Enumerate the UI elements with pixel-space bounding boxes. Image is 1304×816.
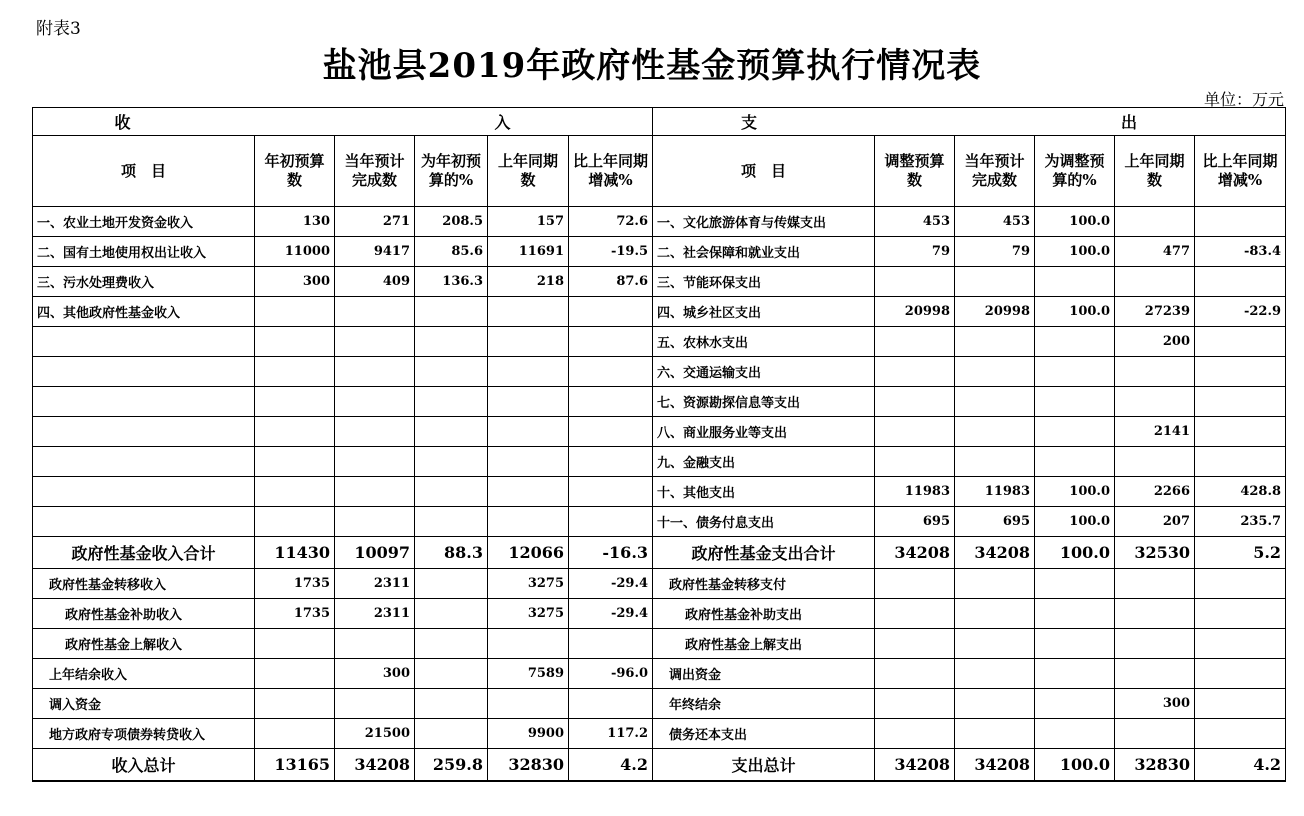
expense-value-cell: 100.0 [1035, 477, 1115, 507]
income-value-cell [488, 327, 569, 357]
income-value-cell [415, 357, 488, 387]
expense-value-cell [1035, 447, 1115, 477]
expense-value-cell: 34208 [875, 537, 955, 569]
income-value-cell: 11691 [488, 237, 569, 267]
expense-value-cell [1195, 267, 1286, 297]
expense-value-cell: 34208 [955, 749, 1035, 781]
expense-value-cell: -22.9 [1195, 297, 1286, 327]
income-value-cell [488, 507, 569, 537]
income-item-cell: 四、其他政府性基金收入 [33, 297, 255, 327]
income-value-cell: 4.2 [569, 749, 653, 781]
income-header-item: 项 目 [33, 136, 255, 207]
expense-value-cell: 100.0 [1035, 537, 1115, 569]
income-item-cell: 调入资金 [33, 689, 255, 719]
income-value-cell [335, 477, 415, 507]
income-value-cell: 12066 [488, 537, 569, 569]
expense-value-cell [1195, 689, 1286, 719]
income-item-cell: 一、农业土地开发资金收入 [33, 207, 255, 237]
expense-value-cell [1035, 327, 1115, 357]
page-title: 盐池县2019年政府性基金预算执行情况表 [322, 46, 982, 86]
income-value-cell [255, 689, 335, 719]
expense-item-cell: 十、其他支出 [653, 477, 875, 507]
table-row [33, 599, 1286, 629]
income-value-cell: 1735 [255, 569, 335, 599]
expense-value-cell [1035, 629, 1115, 659]
table-row [33, 507, 1286, 537]
income-value-cell: 11000 [255, 237, 335, 267]
expense-value-cell [875, 327, 955, 357]
income-header-initial-budget: 年初预算数 [255, 136, 335, 207]
expense-value-cell: 20998 [955, 297, 1035, 327]
income-value-cell: 117.2 [569, 719, 653, 749]
income-value-cell: -16.3 [569, 537, 653, 569]
expense-value-cell [1035, 357, 1115, 387]
table-row [33, 417, 1286, 447]
income-header-last-year: 上年同期数 [488, 136, 569, 207]
expense-value-cell [1195, 417, 1286, 447]
table-row [33, 659, 1286, 689]
expense-item-cell: 一、文化旅游体育与传媒支出 [653, 207, 875, 237]
income-value-cell [415, 689, 488, 719]
expense-value-cell [1195, 327, 1286, 357]
income-value-cell [335, 327, 415, 357]
expense-value-cell [1035, 387, 1115, 417]
income-value-cell [255, 629, 335, 659]
expense-item-cell: 十一、债务付息支出 [653, 507, 875, 537]
expense-value-cell [1115, 357, 1195, 387]
income-value-cell: 3275 [488, 599, 569, 629]
expense-value-cell [1035, 659, 1115, 689]
expense-value-cell: 100.0 [1035, 237, 1115, 267]
fund-budget-table [32, 107, 1286, 782]
section-header-row [33, 108, 1286, 136]
expense-value-cell [955, 719, 1035, 749]
income-value-cell: -96.0 [569, 659, 653, 689]
expense-value-cell: 428.8 [1195, 477, 1286, 507]
expense-item-cell: 二、社会保障和就业支出 [653, 237, 875, 267]
expense-value-cell [1115, 387, 1195, 417]
table-row [33, 297, 1286, 327]
income-value-cell: -29.4 [569, 599, 653, 629]
income-value-cell: 21500 [335, 719, 415, 749]
income-value-cell: 34208 [335, 749, 415, 781]
expense-value-cell: 695 [875, 507, 955, 537]
income-value-cell [255, 719, 335, 749]
expense-value-cell [1115, 207, 1195, 237]
expense-value-cell [955, 599, 1035, 629]
expense-value-cell [1035, 719, 1115, 749]
expense-section-header: 支 出 [653, 108, 1286, 136]
income-value-cell [335, 447, 415, 477]
income-value-cell [415, 387, 488, 417]
expense-value-cell [955, 689, 1035, 719]
expense-header-pct-budget: 为调整预算的% [1035, 136, 1115, 207]
income-value-cell: 130 [255, 207, 335, 237]
income-value-cell [415, 477, 488, 507]
income-value-cell: 300 [255, 267, 335, 297]
income-value-cell: 72.6 [569, 207, 653, 237]
income-value-cell [569, 689, 653, 719]
income-value-cell [255, 507, 335, 537]
income-item-cell [33, 507, 255, 537]
expense-header-last-year: 上年同期数 [1115, 136, 1195, 207]
income-value-cell [255, 387, 335, 417]
expense-value-cell: 200 [1115, 327, 1195, 357]
expense-item-cell: 三、节能环保支出 [653, 267, 875, 297]
income-value-cell: 13165 [255, 749, 335, 781]
unit-label: 单位：万元 [1203, 90, 1284, 109]
income-value-cell: 2311 [335, 599, 415, 629]
column-header-row [33, 136, 1286, 207]
expense-value-cell: 34208 [955, 537, 1035, 569]
income-value-cell [488, 477, 569, 507]
income-header-estimated: 当年预计完成数 [335, 136, 415, 207]
income-value-cell: 409 [335, 267, 415, 297]
expense-value-cell [875, 569, 955, 599]
income-value-cell: 9900 [488, 719, 569, 749]
income-value-cell [255, 477, 335, 507]
income-item-cell: 政府性基金收入合计 [33, 537, 255, 569]
expense-item-cell: 五、农林水支出 [653, 327, 875, 357]
income-value-cell [335, 689, 415, 719]
expense-value-cell: 2141 [1115, 417, 1195, 447]
expense-header-estimated: 当年预计完成数 [955, 136, 1035, 207]
income-value-cell [335, 357, 415, 387]
income-value-cell [488, 297, 569, 327]
table-row [33, 237, 1286, 267]
expense-value-cell [1115, 569, 1195, 599]
table-row [33, 267, 1286, 297]
expense-value-cell: 2266 [1115, 477, 1195, 507]
expense-value-cell [1035, 689, 1115, 719]
income-item-cell: 上年结余收入 [33, 659, 255, 689]
expense-value-cell [875, 417, 955, 447]
expense-value-cell [875, 267, 955, 297]
income-value-cell [569, 629, 653, 659]
expense-value-cell: 79 [955, 237, 1035, 267]
expense-value-cell [1195, 629, 1286, 659]
income-value-cell [335, 417, 415, 447]
income-value-cell [415, 447, 488, 477]
expense-value-cell [955, 417, 1035, 447]
table-row [33, 327, 1286, 357]
expense-value-cell: 100.0 [1035, 207, 1115, 237]
income-value-cell [255, 659, 335, 689]
income-item-cell: 地方政府专项债券转贷收入 [33, 719, 255, 749]
expense-value-cell [1035, 417, 1115, 447]
income-value-cell [488, 689, 569, 719]
table-row [33, 719, 1286, 749]
expense-value-cell [1195, 569, 1286, 599]
income-value-cell [415, 629, 488, 659]
income-item-cell: 三、污水处理费收入 [33, 267, 255, 297]
expense-value-cell [1195, 719, 1286, 749]
income-value-cell: 208.5 [415, 207, 488, 237]
expense-item-cell: 政府性基金转移支付 [653, 569, 875, 599]
income-value-cell: -29.4 [569, 569, 653, 599]
expense-item-cell: 四、城乡社区支出 [653, 297, 875, 327]
expense-item-cell: 六、交通运输支出 [653, 357, 875, 387]
income-value-cell [255, 297, 335, 327]
expense-value-cell: 235.7 [1195, 507, 1286, 537]
expense-value-cell: 34208 [875, 749, 955, 781]
expense-value-cell: 27239 [1115, 297, 1195, 327]
expense-value-cell [1115, 267, 1195, 297]
expense-item-cell: 年终结余 [653, 689, 875, 719]
income-item-cell: 政府性基金转移收入 [33, 569, 255, 599]
income-value-cell [335, 629, 415, 659]
income-value-cell [415, 417, 488, 447]
expense-value-cell [1195, 357, 1286, 387]
expense-item-cell: 七、资源勘探信息等支出 [653, 387, 875, 417]
income-value-cell: 271 [335, 207, 415, 237]
expense-value-cell [1195, 659, 1286, 689]
income-value-cell [569, 387, 653, 417]
expense-value-cell: 11983 [875, 477, 955, 507]
table-row [33, 207, 1286, 237]
income-value-cell: 218 [488, 267, 569, 297]
income-item-cell: 二、国有土地使用权出让收入 [33, 237, 255, 267]
income-value-cell [569, 327, 653, 357]
income-value-cell [335, 297, 415, 327]
expense-item-cell: 调出资金 [653, 659, 875, 689]
expense-value-cell [955, 267, 1035, 297]
income-value-cell: 85.6 [415, 237, 488, 267]
income-value-cell [488, 417, 569, 447]
income-item-cell [33, 477, 255, 507]
expense-value-cell: 100.0 [1035, 507, 1115, 537]
expense-value-cell [955, 357, 1035, 387]
expense-value-cell [955, 629, 1035, 659]
expense-value-cell [1035, 569, 1115, 599]
income-value-cell [255, 357, 335, 387]
income-value-cell [335, 507, 415, 537]
expense-value-cell: 100.0 [1035, 749, 1115, 781]
expense-value-cell [955, 569, 1035, 599]
income-value-cell [255, 327, 335, 357]
income-value-cell: 2311 [335, 569, 415, 599]
table-row [33, 477, 1286, 507]
expense-value-cell [1195, 599, 1286, 629]
expense-value-cell [875, 599, 955, 629]
income-header-pct-budget: 为年初预算的% [415, 136, 488, 207]
expense-value-cell: -83.4 [1195, 237, 1286, 267]
income-value-cell: 259.8 [415, 749, 488, 781]
income-value-cell: 32830 [488, 749, 569, 781]
income-item-cell [33, 357, 255, 387]
income-value-cell [415, 719, 488, 749]
expense-value-cell [875, 357, 955, 387]
table-row [33, 447, 1286, 477]
expense-header-item: 项 目 [653, 136, 875, 207]
table-row [33, 689, 1286, 719]
income-value-cell: 300 [335, 659, 415, 689]
expense-value-cell [875, 387, 955, 417]
expense-value-cell [1035, 599, 1115, 629]
income-value-cell: -19.5 [569, 237, 653, 267]
income-value-cell: 11430 [255, 537, 335, 569]
expense-value-cell: 207 [1115, 507, 1195, 537]
expense-value-cell: 20998 [875, 297, 955, 327]
income-item-cell [33, 417, 255, 447]
income-value-cell: 88.3 [415, 537, 488, 569]
table-row [33, 357, 1286, 387]
expense-value-cell [955, 447, 1035, 477]
expense-value-cell [875, 689, 955, 719]
expense-value-cell [1115, 629, 1195, 659]
expense-item-cell: 政府性基金支出合计 [653, 537, 875, 569]
income-section-header: 收 入 [33, 108, 653, 136]
expense-value-cell [1195, 447, 1286, 477]
expense-header-adjusted-budget: 调整预算数 [875, 136, 955, 207]
expense-value-cell: 477 [1115, 237, 1195, 267]
expense-value-cell [955, 327, 1035, 357]
expense-value-cell: 5.2 [1195, 537, 1286, 569]
expense-value-cell: 11983 [955, 477, 1035, 507]
income-value-cell [569, 417, 653, 447]
income-value-cell [488, 357, 569, 387]
attachment-note: 附表3 [36, 19, 81, 39]
income-value-cell: 7589 [488, 659, 569, 689]
income-value-cell [569, 477, 653, 507]
expense-value-cell: 695 [955, 507, 1035, 537]
income-value-cell [255, 447, 335, 477]
income-value-cell [415, 297, 488, 327]
expense-value-cell: 4.2 [1195, 749, 1286, 781]
table-row [33, 629, 1286, 659]
expense-item-cell: 支出总计 [653, 749, 875, 781]
income-value-cell: 9417 [335, 237, 415, 267]
income-item-cell [33, 387, 255, 417]
expense-value-cell: 453 [875, 207, 955, 237]
income-value-cell [415, 327, 488, 357]
income-header-change: 比上年同期增减% [569, 136, 653, 207]
expense-value-cell: 79 [875, 237, 955, 267]
expense-value-cell: 100.0 [1035, 297, 1115, 327]
income-value-cell [415, 569, 488, 599]
expense-value-cell [955, 659, 1035, 689]
table-row [33, 749, 1286, 781]
income-item-cell [33, 447, 255, 477]
expense-item-cell: 政府性基金上解支出 [653, 629, 875, 659]
income-value-cell [488, 387, 569, 417]
expense-value-cell [1195, 207, 1286, 237]
expense-value-cell [1115, 719, 1195, 749]
table-row [33, 387, 1286, 417]
income-value-cell: 157 [488, 207, 569, 237]
income-value-cell [488, 629, 569, 659]
expense-value-cell [1195, 387, 1286, 417]
income-value-cell [569, 357, 653, 387]
income-item-cell: 政府性基金上解收入 [33, 629, 255, 659]
expense-value-cell: 300 [1115, 689, 1195, 719]
income-value-cell: 136.3 [415, 267, 488, 297]
expense-value-cell [875, 719, 955, 749]
income-value-cell: 1735 [255, 599, 335, 629]
table-row [33, 537, 1286, 569]
expense-item-cell: 八、商业服务业等支出 [653, 417, 875, 447]
income-value-cell [415, 659, 488, 689]
income-value-cell [255, 417, 335, 447]
table-row [33, 569, 1286, 599]
income-value-cell [415, 599, 488, 629]
income-value-cell [415, 507, 488, 537]
income-value-cell [335, 387, 415, 417]
expense-value-cell [1035, 267, 1115, 297]
expense-value-cell [1115, 659, 1195, 689]
income-item-cell: 收入总计 [33, 749, 255, 781]
expense-value-cell [1115, 447, 1195, 477]
expense-header-change: 比上年同期增减% [1195, 136, 1286, 207]
income-value-cell [569, 447, 653, 477]
expense-item-cell: 政府性基金补助支出 [653, 599, 875, 629]
expense-value-cell [875, 659, 955, 689]
expense-value-cell [955, 387, 1035, 417]
income-value-cell: 87.6 [569, 267, 653, 297]
expense-item-cell: 九、金融支出 [653, 447, 875, 477]
income-value-cell [569, 297, 653, 327]
income-item-cell [33, 327, 255, 357]
expense-value-cell: 32530 [1115, 537, 1195, 569]
income-item-cell: 政府性基金补助收入 [33, 599, 255, 629]
income-value-cell: 3275 [488, 569, 569, 599]
expense-value-cell [875, 447, 955, 477]
expense-value-cell: 453 [955, 207, 1035, 237]
expense-value-cell [1115, 599, 1195, 629]
expense-value-cell: 32830 [1115, 749, 1195, 781]
income-value-cell: 10097 [335, 537, 415, 569]
expense-item-cell: 债务还本支出 [653, 719, 875, 749]
income-value-cell [488, 447, 569, 477]
expense-value-cell [875, 629, 955, 659]
income-value-cell [569, 507, 653, 537]
